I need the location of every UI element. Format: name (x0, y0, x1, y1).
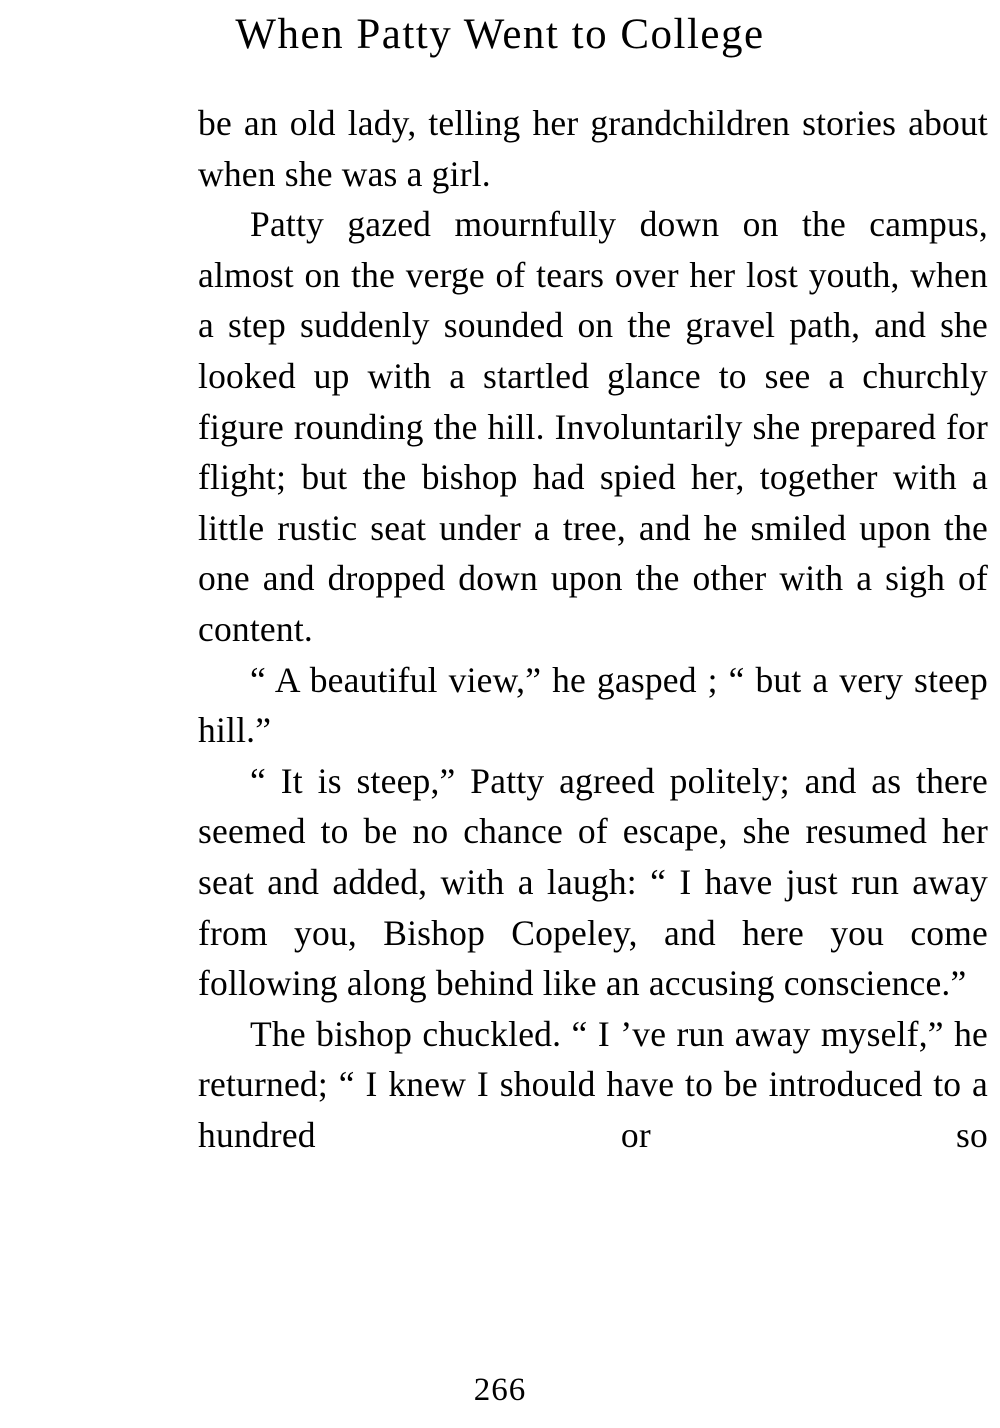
page-body-text (198, 98, 988, 1211)
paragraph: The bishop chuckled. “ I ’ve run away myself,” he returned; “ I knew I should have to be introduced to a hundred or so (198, 1013, 988, 1155)
paragraph: “ It is steep,” Patty agreed politely; and as there seemed to be no chance of escape, she resumed her seat and added, with a laugh: “ I have just run away from you, Bishop Copeley, and here you come following along behind like an accusing conscience.” (198, 760, 988, 1004)
page-running-head: When Patty Went to College (235, 11, 765, 58)
page-number: 266 (473, 1372, 527, 1408)
paragraph: be an old lady, telling her grandchildren stories about when she was a girl. (198, 103, 988, 194)
paragraph: “ A beautiful view,” he gasped ; “ but a very steep hill.” (198, 659, 988, 751)
paragraph: Patty gazed mournfully down on the campus, almost on the verge of tears over her lost youth, when a step suddenly sounded on the gravel path, and she looked up with a startled glance to see a churchly figure rounding the hill. Involuntarily she prepared for flight; but the bishop had spied her, together with a little rustic seat under a tree, and he smiled upon the one and dropped down upon the other with a sigh of content. (198, 204, 988, 649)
